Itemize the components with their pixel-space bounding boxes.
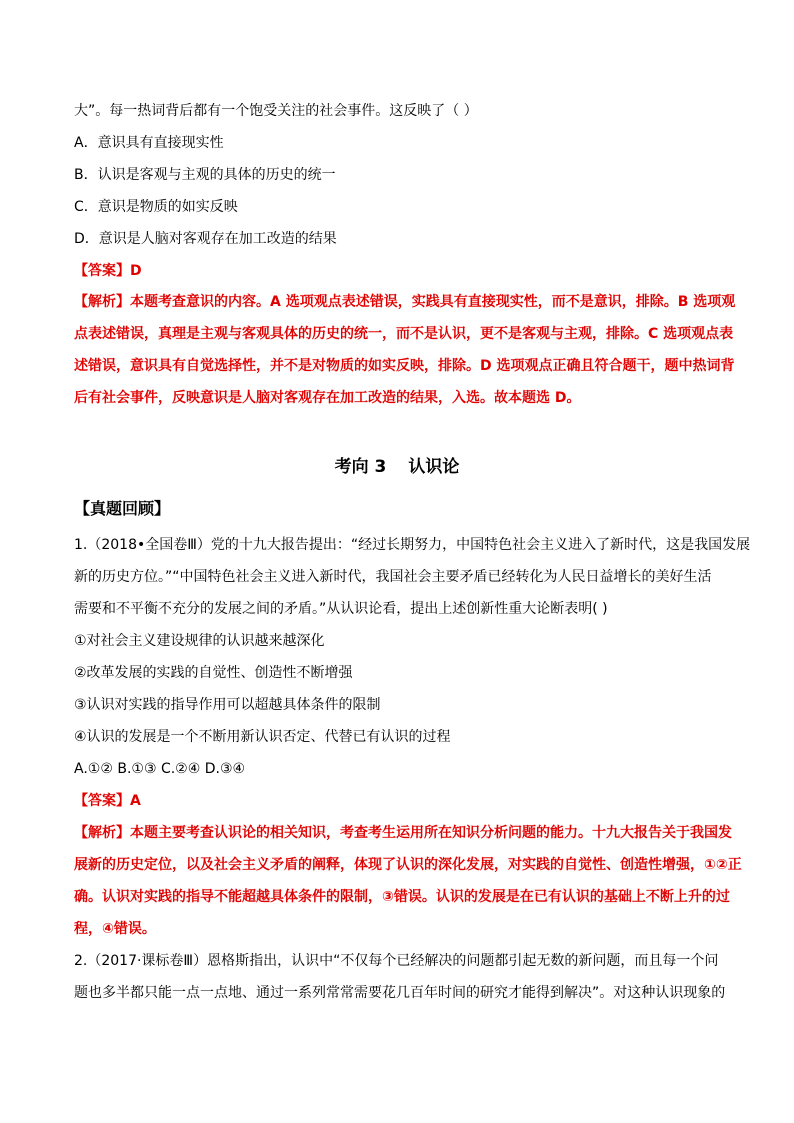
q1-item-3: ③认识对实践的指导作用可以超越具体条件的限制 (74, 697, 381, 713)
analysis-label: 【解析】 (74, 294, 130, 310)
q1-analysis-line: 确。认识对实践的指导不能超越具体条件的限制，③错误。认识的发展是在已有认识的基础上不断上升的过 (74, 889, 730, 905)
answer-label: 【答案】 (74, 263, 130, 279)
q1-stem-line: 1.（2018•全国卷Ⅲ）党的十九大报告提出：“经过长期努力，中国特色社会主义进入了新时代，这是我国发展 (74, 537, 751, 553)
option-c: C．意识是物质的如实反映 (74, 199, 238, 215)
section-label: 【真题回顾】 (74, 499, 171, 518)
analysis-text: 本题主要考查认识论的相关知识，考查考生运用所在知识分析问题的能力。十九大报告关于我国发 (130, 825, 732, 841)
option-d: D．意识是人脑对客观存在加工改造的结果 (74, 231, 337, 247)
answer-value: D (130, 263, 142, 279)
q1-analysis-line: 展新的历史定位，以及社会主义矛盾的阐释，体现了认识的深化发展，对实践的自觉性、创造性增强，①②正 (74, 857, 742, 873)
analysis-line: 后有社会事件，反映意识是人脑对客观存在加工改造的结果，入选。故本题选 D。 (74, 390, 581, 406)
analysis-line: 述错误，意识具有自觉选择性，并不是对物质的如实反映，排除。D 选项观点正确且符合题干，题中热词背 (74, 358, 735, 374)
answer-value: A (130, 793, 141, 809)
q1-choices: A.①② B.①③ C.②④ D.③④ (74, 761, 246, 777)
q2-stem-line: 题也多半都只能一点一点地、通过一系列常常需要花几百年时间的研究才能得到解决”。对这种认识现象的 (74, 985, 726, 1001)
answer-label: 【答案】 (74, 793, 130, 809)
q1-stem-line: 需要和不平衡不充分的发展之间的矛盾。”从认识论看，提出上述创新性重大论断表明( ) (74, 601, 608, 617)
q1-analysis-line (74, 823, 730, 843)
option-a: A．意识具有直接现实性 (74, 135, 224, 151)
q1-item-2: ②改革发展的实践的自觉性、创造性不断增强 (74, 665, 353, 681)
analysis-line: 点表述错误，真理是主观与客观具体的历史的统一，而不是认识，更不是客观与主观，排除。C 选项观点表 (74, 326, 734, 342)
analysis-line (74, 292, 736, 312)
answer-line (74, 261, 730, 281)
q1-answer-line (74, 791, 730, 811)
analysis-text: 本题考查意识的内容。A 选项观点表述错误，实践具有直接现实性，而不是意识，排除。B 选项观 (130, 294, 736, 310)
question-stem-tail: 大”。每一热词背后都有一个饱受关注的社会事件。这反映了（ ） (74, 103, 478, 119)
q2-stem-line: 2.（2017·课标卷Ⅲ）恩格斯指出，认识中“不仅每个已经解决的问题都引起无数的新问题，而且每一个问 (74, 953, 719, 969)
analysis-label: 【解析】 (74, 825, 130, 841)
heading-part2: 认识论 (408, 457, 460, 477)
heading-part1: 考向 3 (334, 457, 387, 477)
section-heading (0, 455, 794, 479)
option-b: B．认识是客观与主观的具体的历史的统一 (74, 167, 336, 183)
q1-analysis-line: 程，④错误。 (74, 921, 156, 937)
q1-item-1: ①对社会主义建设规律的认识越来越深化 (74, 633, 325, 649)
q1-stem-line: 新的历史方位。”“中国特色社会主义进入新时代，我国社会主要矛盾已经转化为人民日益增长的美好生活 (74, 569, 712, 585)
q1-item-4: ④认识的发展是一个不断用新认识否定、代替已有认识的过程 (74, 729, 451, 745)
